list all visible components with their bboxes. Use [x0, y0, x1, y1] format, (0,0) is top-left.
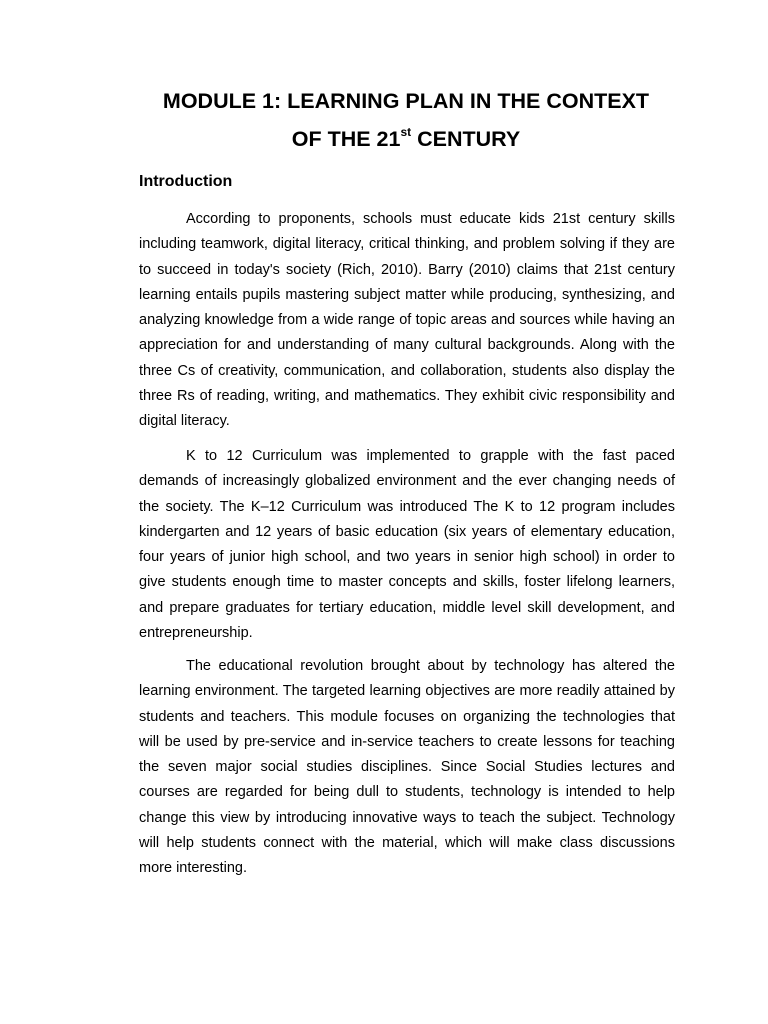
- module-title-line-1: MODULE 1: LEARNING PLAN IN THE CONTEXT: [162, 89, 650, 113]
- title-line-2-suffix: CENTURY: [411, 127, 521, 151]
- title-line-2-prefix: OF THE 21: [291, 127, 401, 151]
- paragraph-1: According to proponents, schools must educate kids 21st century skills including teamwork, digital literacy, critical thinking, and problem solving if they are to succeed in today's society (Rich, 2010). Barry (2010) claims that 21st century learning entails pupils mastering subject matter while producing, synthesizing, and analyzing knowledge from a wide range of topic areas and sources while having an appreciation for and understanding of many cultural backgrounds. Along with the three Cs of creativity, communication, and collaboration, students also display the three Rs of reading, writing, and mathematics. They exhibit civic responsibility and digital literacy.: [139, 211, 675, 430]
- paragraph-2: K to 12 Curriculum was implemented to grapple with the fast paced demands of increasingly globalized environment and the ever changing needs of the society. The K–12 Curriculum was introduced The K to 12 program includes kindergarten and 12 years of basic education (six years of elementary education, four years of junior high school, and two years in senior high school) in order to give students enough time to master concepts and skills, foster lifelong learners, and prepare graduates for tertiary education, middle level skill development, and entrepreneurship.: [139, 448, 675, 642]
- title-superscript: st: [400, 124, 412, 139]
- module-title-line-2: [100, 120, 712, 158]
- section-heading-introduction: Introduction: [139, 173, 233, 190]
- paragraph-3: The educational revolution brought about by technology has altered the learning environment. The targeted learning objectives are more readily attained by students and teachers. This module focuses on organizing the technologies that will be used by pre-service and in-service teachers to create lessons for teaching the seven major social studies disciplines. Since Social Studies lectures and courses are regarded for being dull to students, technology is intended to help change this view by introducing innovative ways to teach the subject. Technology will help students connect with the material, which will make class discussions more interesting.: [139, 658, 675, 877]
